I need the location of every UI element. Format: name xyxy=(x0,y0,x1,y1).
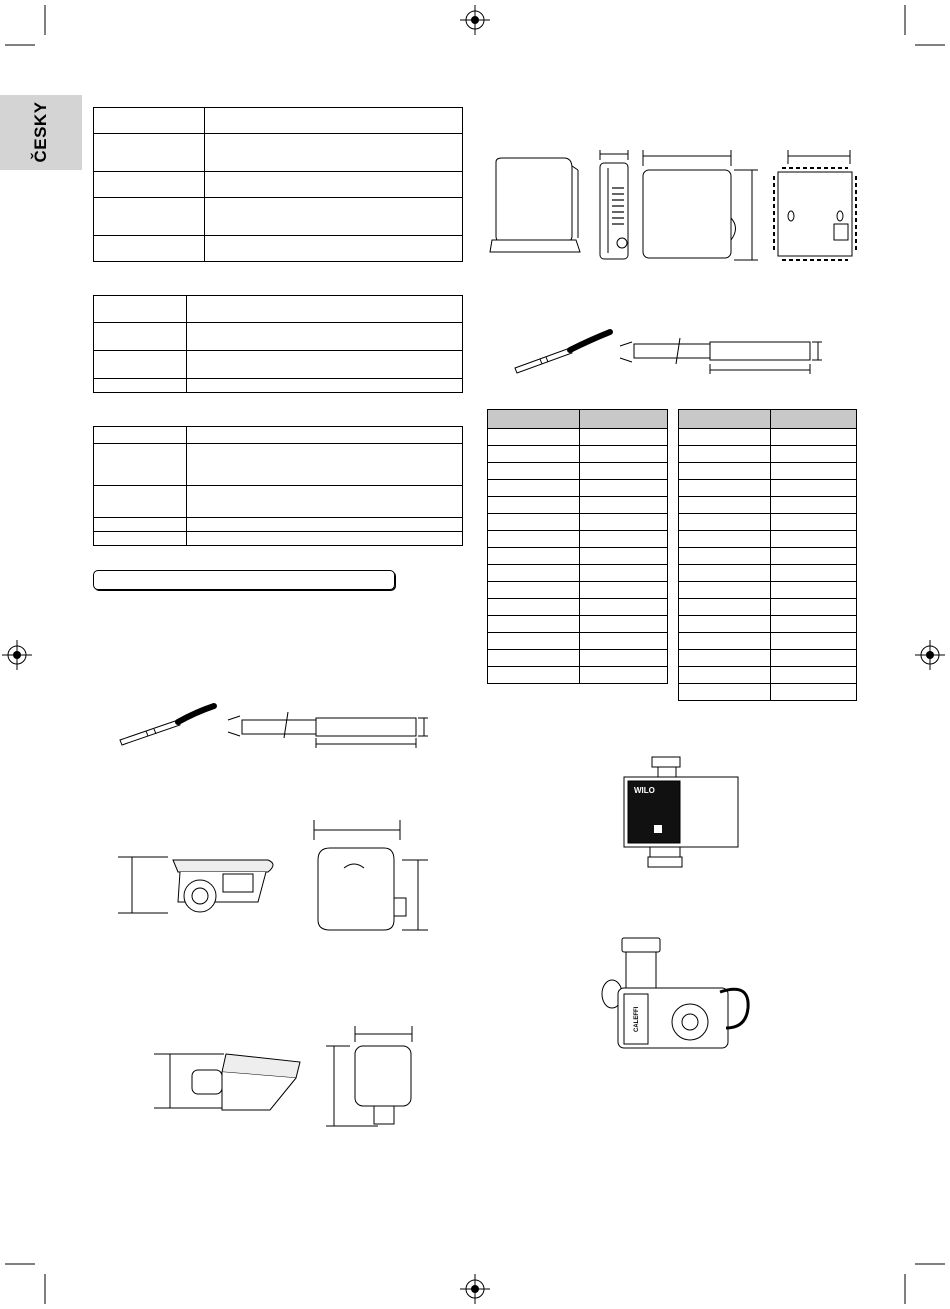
table-cell xyxy=(580,480,668,497)
table-cell xyxy=(679,616,771,633)
table-row xyxy=(488,514,668,531)
table-cell xyxy=(771,684,857,701)
table-cell xyxy=(771,446,857,463)
table-cell xyxy=(679,684,771,701)
table-row xyxy=(679,548,857,565)
table-cell xyxy=(488,599,580,616)
table-row xyxy=(488,565,668,582)
table-cell xyxy=(580,565,668,582)
pump-brand-label: WILO xyxy=(634,786,655,795)
table-cell xyxy=(580,531,668,548)
table-row xyxy=(679,514,857,531)
table-row xyxy=(488,599,668,616)
registration-mark-top xyxy=(460,5,490,35)
table-cell xyxy=(488,667,580,684)
table-row xyxy=(679,463,857,480)
outdoor-sensor-figure xyxy=(150,1022,450,1132)
registration-mark-bottom xyxy=(460,1274,490,1304)
table-cell xyxy=(679,463,771,480)
table-cell xyxy=(679,599,771,616)
table-cell xyxy=(679,531,771,548)
table-cell xyxy=(679,480,771,497)
table-cell xyxy=(771,599,857,616)
table-cell xyxy=(771,497,857,514)
table-row xyxy=(488,531,668,548)
section-heading-box xyxy=(93,570,395,590)
table-cell xyxy=(488,463,580,480)
table-row xyxy=(679,684,857,701)
table-row xyxy=(679,599,857,616)
table-cell xyxy=(679,633,771,650)
spec-table-3 xyxy=(93,426,463,546)
table-cell xyxy=(679,429,771,446)
table-cell xyxy=(679,497,771,514)
table-cell xyxy=(679,446,771,463)
table-row xyxy=(488,446,668,463)
table-cell xyxy=(580,463,668,480)
table-cell xyxy=(771,531,857,548)
table-row xyxy=(679,565,857,582)
table-cell xyxy=(679,565,771,582)
table-cell xyxy=(580,446,668,463)
table-cell xyxy=(580,497,668,514)
table-cell xyxy=(488,582,580,599)
sensor-probe-figure-left xyxy=(118,702,448,752)
table-row xyxy=(488,633,668,650)
table-row xyxy=(488,582,668,599)
table-row xyxy=(679,616,857,633)
table-row xyxy=(679,582,857,599)
table-cell xyxy=(488,480,580,497)
table-cell xyxy=(771,429,857,446)
table-row xyxy=(679,497,857,514)
table-cell xyxy=(771,514,857,531)
table-cell xyxy=(771,667,857,684)
room-unit-figure xyxy=(488,148,878,268)
pump-figure-caleffi xyxy=(600,932,770,1062)
table-cell xyxy=(488,531,580,548)
table-cell xyxy=(580,582,668,599)
table-cell xyxy=(488,429,580,446)
table-cell xyxy=(488,514,580,531)
contact-sensor-figure xyxy=(118,820,438,940)
table-cell xyxy=(488,650,580,667)
table-cell xyxy=(580,650,668,667)
resistance-table-left xyxy=(487,409,668,684)
sensor-probe-figure-top xyxy=(510,328,830,378)
table-cell xyxy=(488,633,580,650)
table-cell xyxy=(679,514,771,531)
table-cell xyxy=(580,429,668,446)
table-row xyxy=(679,650,857,667)
table-row xyxy=(488,429,668,446)
table-cell xyxy=(679,650,771,667)
table-row xyxy=(488,480,668,497)
table-row xyxy=(488,616,668,633)
pump-figure-wilo xyxy=(610,755,760,875)
table-cell xyxy=(488,446,580,463)
table-cell xyxy=(580,616,668,633)
table-cell xyxy=(771,633,857,650)
table-cell xyxy=(679,667,771,684)
table-cell xyxy=(679,582,771,599)
table-row xyxy=(488,667,668,684)
table-row xyxy=(488,650,668,667)
spec-table-1 xyxy=(93,107,463,262)
table-row xyxy=(488,463,668,480)
table-cell xyxy=(580,599,668,616)
table-cell xyxy=(580,667,668,684)
table-cell xyxy=(771,548,857,565)
table-cell xyxy=(771,582,857,599)
registration-mark-right xyxy=(915,640,945,670)
table-row xyxy=(679,446,857,463)
spec-table-2 xyxy=(93,295,463,393)
table-cell xyxy=(771,480,857,497)
table-row xyxy=(488,497,668,514)
table-cell xyxy=(580,514,668,531)
table-row xyxy=(488,548,668,565)
resistance-table-right xyxy=(678,409,857,701)
table-cell xyxy=(488,565,580,582)
table-row xyxy=(679,667,857,684)
table-cell xyxy=(771,616,857,633)
table-cell xyxy=(771,650,857,667)
table-cell xyxy=(580,633,668,650)
table-cell xyxy=(488,616,580,633)
table-row xyxy=(679,531,857,548)
table-cell xyxy=(488,548,580,565)
table-header-row xyxy=(679,410,857,429)
table-row xyxy=(679,429,857,446)
registration-mark-left xyxy=(2,640,32,670)
table-cell xyxy=(679,548,771,565)
table-cell xyxy=(771,565,857,582)
table-cell xyxy=(771,463,857,480)
table-header-row xyxy=(488,410,668,429)
pump2-brand-label: CALEFFI xyxy=(634,1006,640,1032)
table-row xyxy=(679,633,857,650)
table-row xyxy=(679,480,857,497)
table-cell xyxy=(580,548,668,565)
table-cell xyxy=(488,497,580,514)
language-label: ČESKY xyxy=(31,101,50,163)
